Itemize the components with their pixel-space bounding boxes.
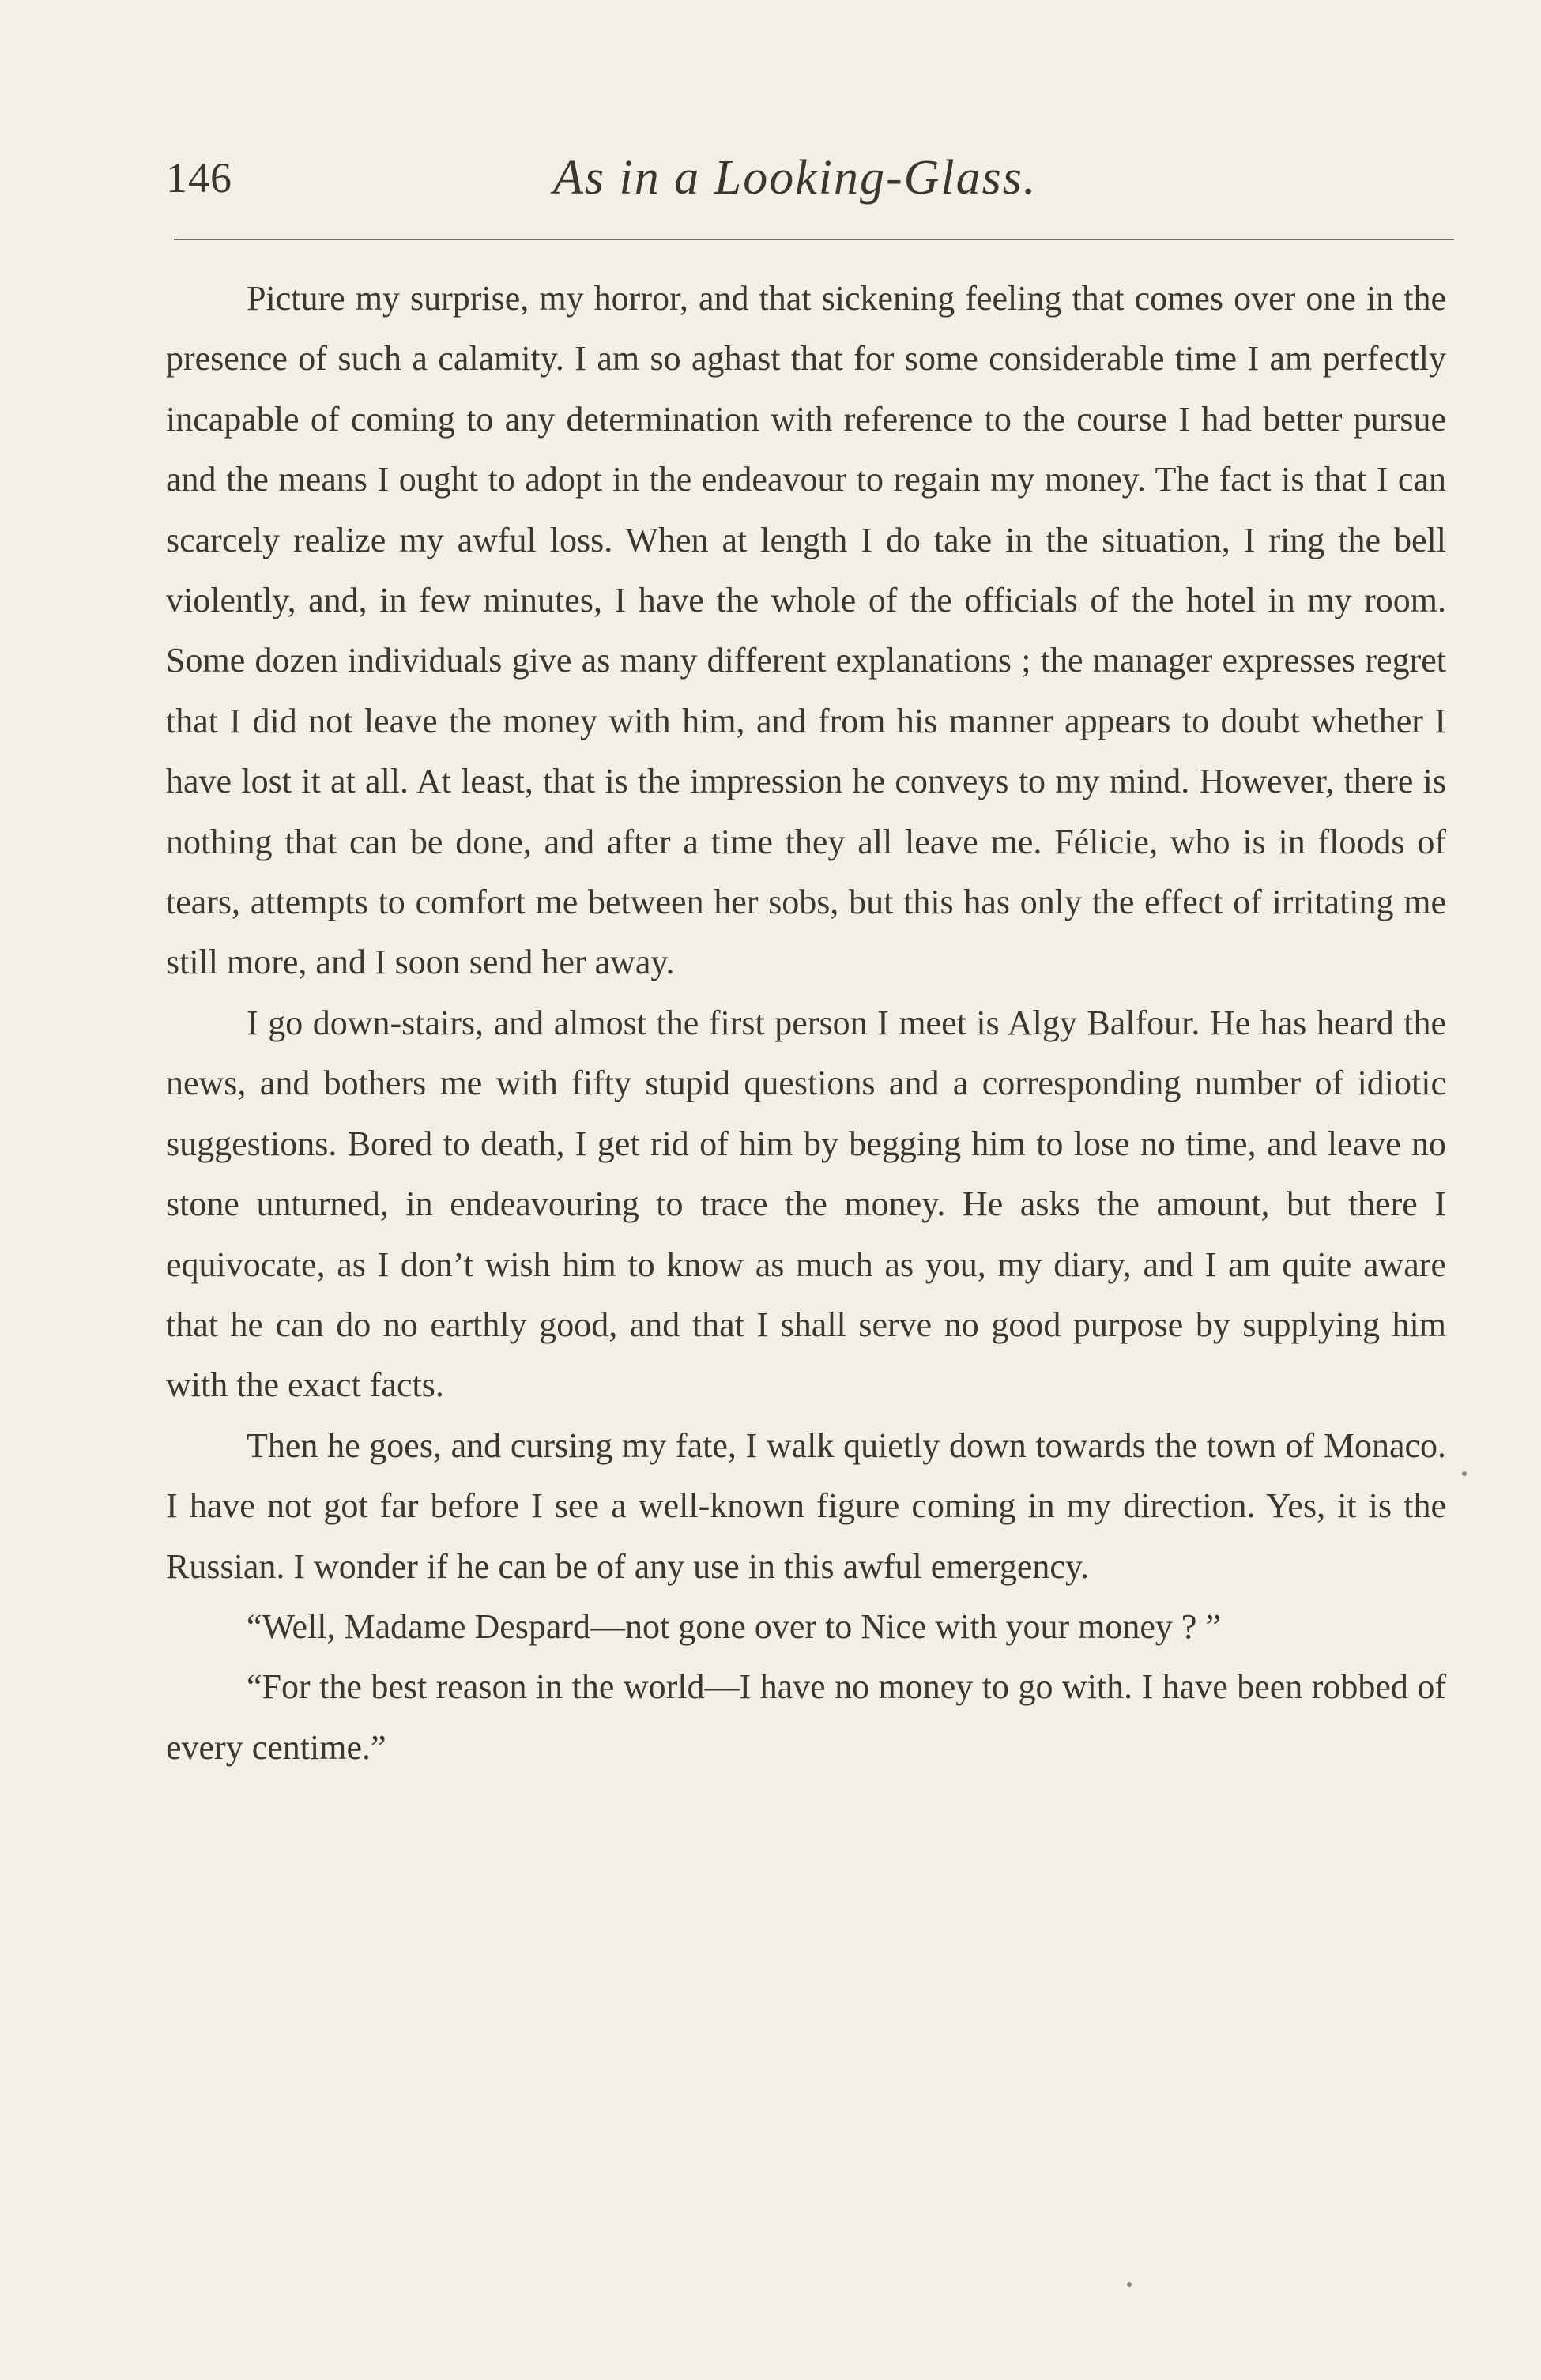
paragraph: “For the best reason in the world—I have no money to go with. I have been robbed of every centime.” xyxy=(166,1667,1446,1767)
paper-speck xyxy=(1462,1471,1467,1476)
body-text xyxy=(166,269,1446,1778)
paper-speck xyxy=(1127,2282,1132,2287)
paragraph: “Well, Madame Despard—not gone over to Nice with your money ? ” xyxy=(247,1606,1221,1646)
header-rule xyxy=(174,239,1454,240)
paragraph: I go down-stairs, and almost the first person I meet is Algy Balfour. He has heard the news, and bothers me with fifty stupid questions and a corresponding number of idiotic suggestions. Bored to death, I get rid of him by begging him to lose no time, and leave no stone unturned, in endeavouring to trace the money. He asks the amount, but there I equivocate, as I don’t wish him to know as much as you, my diary, and I am quite aware that he can do no earthly good, and that I shall serve no good purpose by supplying him with the exact facts. xyxy=(166,1003,1446,1405)
paragraph: Then he goes, and cursing my fate, I walk quietly down towards the town of Monaco. I have not got far before I see a well-known figure coming in my direction. Yes, it is the Russian. I wonder if he can be of any use in this awful emergency. xyxy=(166,1425,1446,1586)
paragraph: Picture my surprise, my horror, and that sickening feeling that comes over one in the presence of such a calamity. I am so aghast that for some considerable time I am perfectly incapable of coming to any determination with reference to the course I had better pursue and the means I ought to adopt in the endeavour to regain my money. The fact is that I can scarcely realize my awful loss. When at length I do take in the situation, I ring the bell violently, and, in few minutes, I have the whole of the officials of the hotel in my room. Some dozen individuals give as many different explanations ; the manager expresses regret that I did not leave the money with him, and from his manner appears to doubt whether I have lost it at all. At least, that is the impression he conveys to my mind. However, there is nothing that can be done, and after a time they all leave me. Félicie, who is in floods of tears, attempts to comfort me between her sobs, but this has only the effect of irritating me still more, and I soon send her away. xyxy=(166,279,1446,982)
running-title: As in a Looking-Glass. xyxy=(553,151,1038,205)
page-header xyxy=(166,150,1446,221)
page-number: 146 xyxy=(166,154,232,201)
